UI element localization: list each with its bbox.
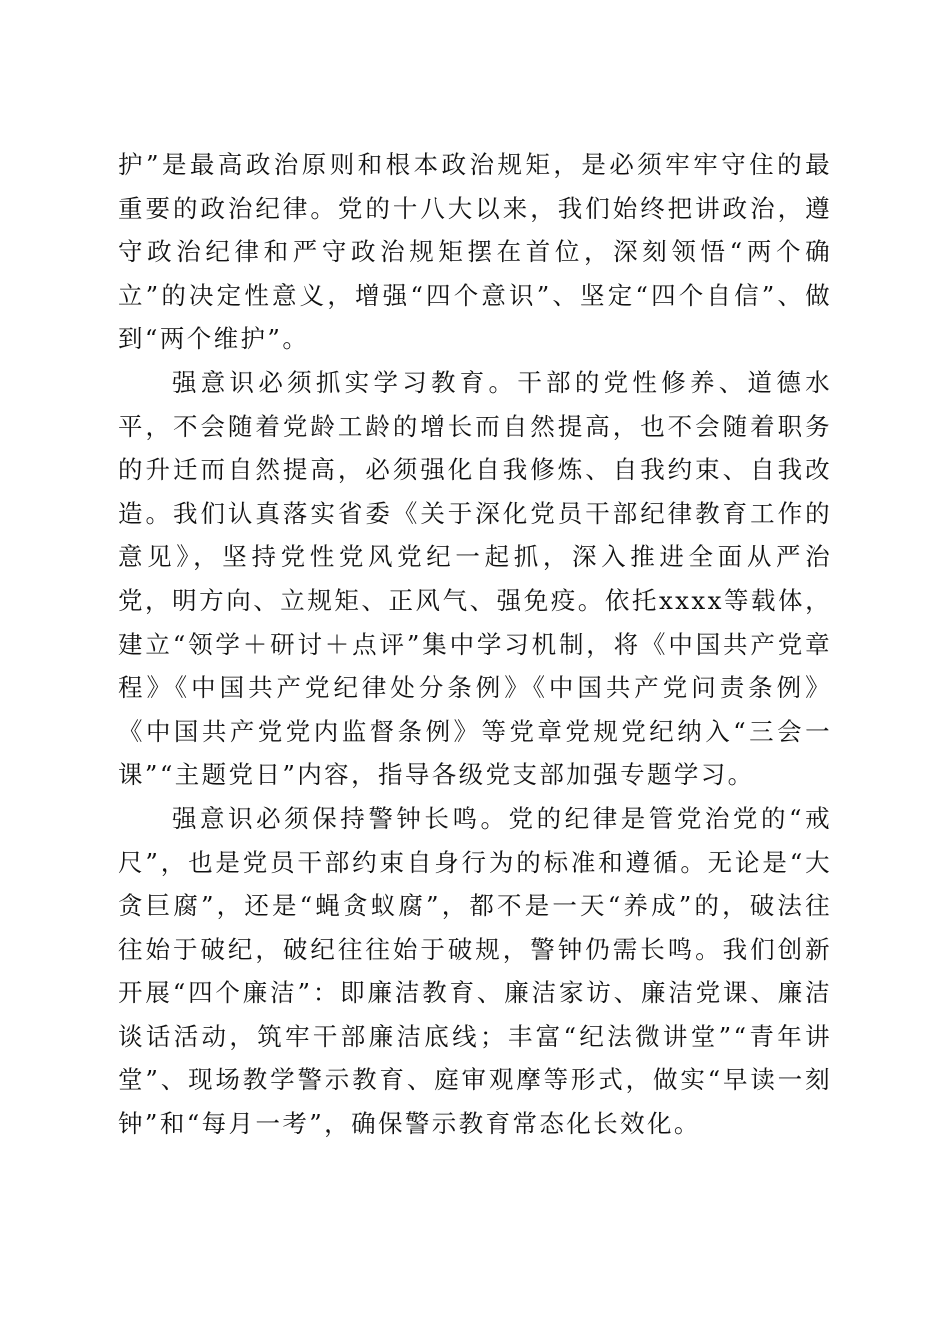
document-body xyxy=(118,143,832,1146)
paragraph-continued: 护”是最高政治原则和根本政治规矩，是必须牢牢守住的最重要的政治纪律。党的十八大以来，我们始终把讲政治，遵守政治纪律和严守政治规矩摆在首位，深刻领悟“两个确立”的决定性意义，增强“四个意识”、坚定“四个自信”、做到“两个维护”。 xyxy=(118,150,832,354)
paragraph-warning-bell: 强意识必须保持警钟长鸣。党的纪律是管党治党的“戒尺”，也是党员干部约束自身行为的标准和遵循。无论是“大贪巨腐”，还是“蝇贪蚁腐”，都不是一天“养成”的，破法往往始于破纪，破纪往往始于破规，警钟仍需长鸣。我们创新开展“四个廉洁”：即廉洁教育、廉洁家访、廉洁党课、廉洁谈话活动，筑牢干部廉洁底线；丰富“纪法微讲堂”“青年讲堂”、现场教学警示教育、庭审观摩等形式，做实“早读一刻钟”和“每月一考”，确保警示教育常态化长效化。 xyxy=(118,803,832,1139)
paragraph-study-education: 强意识必须抓实学习教育。干部的党性修养、道德水平，不会随着党龄工龄的增长而自然提高，也不会随着职务的升迁而自然提高，必须强化自我修炼、自我约束、自我改造。我们认真落实省委《关于深化党员干部纪律教育工作的意见》，坚持党性党风党纪一起抓，深入推进全面从严治党，明方向、立规矩、正风气、强免疫。依托xxxx等载体，建立“领学＋研讨＋点评”集中学习机制，将《中国共产党章程》《中国共产党纪律处分条例》《中国共产党问责条例》《中国共产党党内监督条例》等党章党规党纪纳入“三会一课”“主题党日”内容，指导各级党支部加强专题学习。 xyxy=(118,367,832,790)
